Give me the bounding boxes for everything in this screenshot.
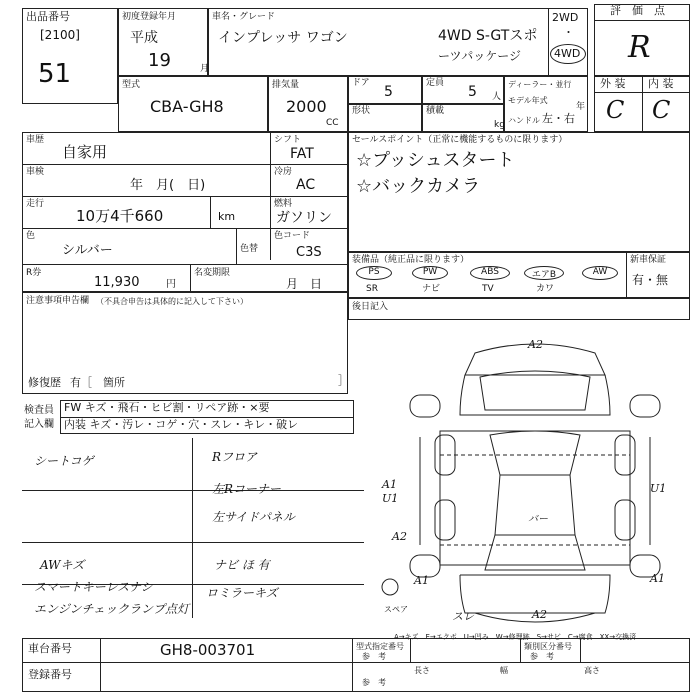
month-unit: 月 bbox=[200, 64, 210, 74]
door-label: ドア bbox=[352, 78, 370, 88]
hw-left-2: AWキズ bbox=[40, 558, 85, 572]
first-reg-label: 初度登録年月 bbox=[122, 12, 177, 22]
hw-right-2: 左Rコーナー bbox=[212, 482, 282, 496]
usage-value: 自家用 bbox=[62, 143, 108, 161]
mark-u1-right: U1 bbox=[650, 482, 667, 495]
fuel-value: ガソリン bbox=[276, 210, 332, 226]
chassis-value: GH8-003701 bbox=[160, 641, 256, 659]
hw-left-3: スマートキーレスナシ bbox=[34, 580, 153, 594]
footer-col1 bbox=[100, 638, 101, 692]
equip-pw bbox=[412, 266, 448, 280]
inspection-label: 車検 bbox=[26, 167, 45, 177]
shift-value: FAT bbox=[290, 146, 314, 162]
interior-label: 内 装 bbox=[648, 77, 674, 90]
rear-box bbox=[348, 298, 690, 320]
mark-a2-front: A2 bbox=[528, 338, 543, 351]
capacity-label: 定員 bbox=[426, 78, 445, 88]
grade-line2: ーツパッケージ bbox=[438, 49, 522, 63]
details-row1 bbox=[22, 164, 348, 165]
equip-aw bbox=[582, 266, 618, 280]
color-label: 色 bbox=[26, 231, 36, 241]
equip-airbag bbox=[524, 266, 564, 280]
km-unit: km bbox=[218, 210, 236, 223]
height-label: 高さ bbox=[584, 666, 600, 675]
car-name: インプレッサ ワゴン bbox=[218, 30, 348, 46]
mark-u1-left: U1 bbox=[382, 492, 399, 505]
condition-divider bbox=[642, 76, 643, 132]
hw-right-4: ナビ ほ 有 bbox=[214, 558, 270, 572]
inspector-row1: FW キズ・飛石・ヒビ割・リペア跡・×要 bbox=[64, 401, 270, 414]
load-label: 積載 bbox=[426, 106, 445, 116]
drive-4wd: 4WD bbox=[554, 47, 581, 60]
color-code-value: C3S bbox=[296, 245, 322, 260]
mark-spare: スペア bbox=[384, 605, 408, 614]
caution-sub: （不具合申告は具体的に記入して下さい） bbox=[96, 297, 248, 306]
person-unit: 人 bbox=[492, 92, 502, 102]
details-row3 bbox=[22, 228, 348, 229]
interior-value: C bbox=[652, 96, 671, 124]
mark-scuff: スレ bbox=[452, 610, 474, 623]
hw-right-3: 左サイドパネル bbox=[212, 510, 295, 524]
drive-2wd: 2WD bbox=[552, 11, 579, 24]
rating-label: 評 価 点 bbox=[610, 4, 665, 17]
kg-unit: kg bbox=[494, 120, 505, 130]
repair-bracket: ］ bbox=[338, 374, 349, 387]
model-spec-label: 型式指定番号 bbox=[356, 642, 404, 651]
capacity-value: 5 bbox=[468, 84, 477, 100]
name-label: 車名・グレード bbox=[212, 12, 276, 22]
yen-unit: 円 bbox=[166, 279, 176, 290]
color-change-label: 色替 bbox=[240, 244, 259, 254]
footer-col2 bbox=[352, 638, 353, 692]
rating-value: R bbox=[628, 30, 651, 65]
fuel-label: 燃料 bbox=[274, 199, 293, 209]
new-car-value: 有・無 bbox=[632, 273, 669, 287]
caution-label: 注意事項申告欄 bbox=[26, 296, 90, 306]
year-unit: 年 bbox=[576, 102, 586, 112]
footer-col3 bbox=[410, 638, 411, 662]
hw-right-5: ロミラーキズ bbox=[206, 586, 278, 600]
equip-pw-label: PW bbox=[422, 267, 438, 277]
reg-year: 19 bbox=[148, 50, 171, 71]
lot-code: [2100] bbox=[40, 28, 80, 42]
usage-label: 車歴 bbox=[26, 135, 45, 145]
title-expiry-value: 月 日 bbox=[286, 277, 323, 291]
inspector-row2: 内装 キズ・汚レ・コゲ・穴・スレ・キレ・破レ bbox=[64, 418, 299, 431]
selling-point-2: ☆バックカメラ bbox=[356, 176, 481, 197]
model-label: 型式 bbox=[122, 80, 141, 90]
era: 平成 bbox=[130, 30, 158, 46]
mark-bar: バー bbox=[528, 514, 548, 525]
lot-label: 出品番号 bbox=[26, 10, 70, 23]
chassis-label: 車台番号 bbox=[28, 642, 72, 655]
ref-label-2: 参 考 bbox=[530, 652, 554, 661]
inspector-label-2: 記入欄 bbox=[24, 419, 54, 430]
damage-legend: A→キズ E→エクボ U→凹み W→修理跡 S→サビ C→腐食 XX→交換済 bbox=[394, 633, 637, 641]
equip-ps bbox=[356, 266, 392, 280]
grade-line1: 4WD S-GTスポ bbox=[438, 28, 538, 44]
tax-divider bbox=[190, 264, 191, 292]
exterior-label: 外 装 bbox=[600, 77, 626, 90]
selling-points-label: セールスポイント（正常に機能するものに限ります） bbox=[352, 135, 568, 145]
mark-a1-right: A1 bbox=[650, 572, 665, 585]
reg-label: 登録番号 bbox=[28, 668, 72, 681]
equipment-label: 装備品（純正品に限ります） bbox=[352, 255, 470, 265]
inspector-label-1: 検査員 bbox=[24, 405, 54, 416]
mark-a1-rear: A1 bbox=[414, 574, 429, 587]
category-label: 類別区分番号 bbox=[524, 642, 572, 651]
footer-col5 bbox=[580, 638, 581, 662]
ac-value: AC bbox=[296, 177, 316, 193]
drive-sep: ・ bbox=[563, 26, 574, 39]
ac-label: 冷房 bbox=[274, 167, 293, 177]
handle-value: 左・右 bbox=[542, 112, 575, 125]
mark-a1-left: A1 bbox=[382, 478, 397, 491]
exterior-value: C bbox=[606, 96, 625, 124]
km-divider bbox=[210, 196, 211, 228]
color-code-label: 色コード bbox=[274, 231, 311, 241]
rating-divider bbox=[594, 20, 690, 21]
ref-label-3: 参 考 bbox=[362, 678, 386, 687]
repair-label: 修復歴 bbox=[28, 376, 61, 389]
lot-number: 51 bbox=[38, 59, 72, 89]
footer-col4 bbox=[520, 638, 521, 662]
door-value: 5 bbox=[384, 84, 393, 100]
equip-airbag-label: エアB bbox=[531, 270, 557, 280]
rear-label: 後日記入 bbox=[352, 302, 389, 312]
handle-label: ハンドル bbox=[508, 116, 540, 125]
equip-navi: ナビ bbox=[422, 284, 441, 294]
shape-label: 形状 bbox=[352, 106, 371, 116]
model-year-label: モデル年式 bbox=[508, 96, 548, 105]
selling-point-1: ☆プッシュスタート bbox=[356, 150, 515, 171]
equip-abs bbox=[470, 266, 510, 280]
model-value: CBA-GH8 bbox=[150, 97, 224, 116]
equipment-divider bbox=[626, 252, 627, 298]
cc-unit: CC bbox=[326, 118, 339, 128]
title-expiry-label: 名変期限 bbox=[194, 268, 231, 278]
notes-center-line bbox=[192, 438, 193, 618]
equip-leather: カワ bbox=[536, 284, 555, 294]
length-label: 長さ bbox=[414, 666, 430, 675]
details-row2 bbox=[22, 196, 348, 197]
color-divider bbox=[236, 228, 237, 264]
width-label: 幅 bbox=[500, 666, 508, 675]
inspection-value: 年 月( 日) bbox=[130, 178, 206, 193]
footer-divider bbox=[22, 662, 690, 663]
tax-label: R券 bbox=[26, 268, 42, 278]
displacement-value: 2000 bbox=[286, 97, 327, 116]
notes-line-1 bbox=[22, 490, 364, 491]
color-value: シルバー bbox=[62, 243, 113, 258]
details-row4 bbox=[22, 264, 348, 265]
hw-left-4: エンジンチェックランプ点灯 bbox=[34, 602, 190, 616]
condition-hdivider bbox=[594, 92, 690, 93]
equip-sr: SR bbox=[366, 284, 378, 294]
hw-left-1: シートコゲ bbox=[34, 454, 94, 468]
shift-label: シフト bbox=[274, 135, 302, 145]
repair-value: 有［ 箇所 bbox=[70, 376, 125, 389]
ref-label-1: 参 考 bbox=[362, 652, 386, 661]
mark-a2-left: A2 bbox=[392, 530, 407, 543]
mark-a2-rear: A2 bbox=[532, 608, 547, 621]
car-diagram bbox=[380, 335, 690, 635]
new-car-label: 新車保証 bbox=[630, 255, 667, 265]
notes-line-2 bbox=[22, 542, 364, 543]
dealer-label: ディーラー・並行 bbox=[508, 80, 572, 89]
tax-value: 11,930 bbox=[94, 275, 140, 290]
equip-tv: TV bbox=[482, 284, 494, 294]
mileage-value: 10万4千660 bbox=[76, 207, 164, 225]
equip-ps-label: PS bbox=[368, 267, 380, 277]
hw-right-1: Rフロア bbox=[212, 450, 258, 464]
equip-abs-label: ABS bbox=[481, 267, 499, 277]
mileage-label: 走行 bbox=[26, 199, 45, 209]
equip-aw-label: AW bbox=[592, 267, 608, 277]
displacement-label: 排気量 bbox=[272, 80, 300, 90]
